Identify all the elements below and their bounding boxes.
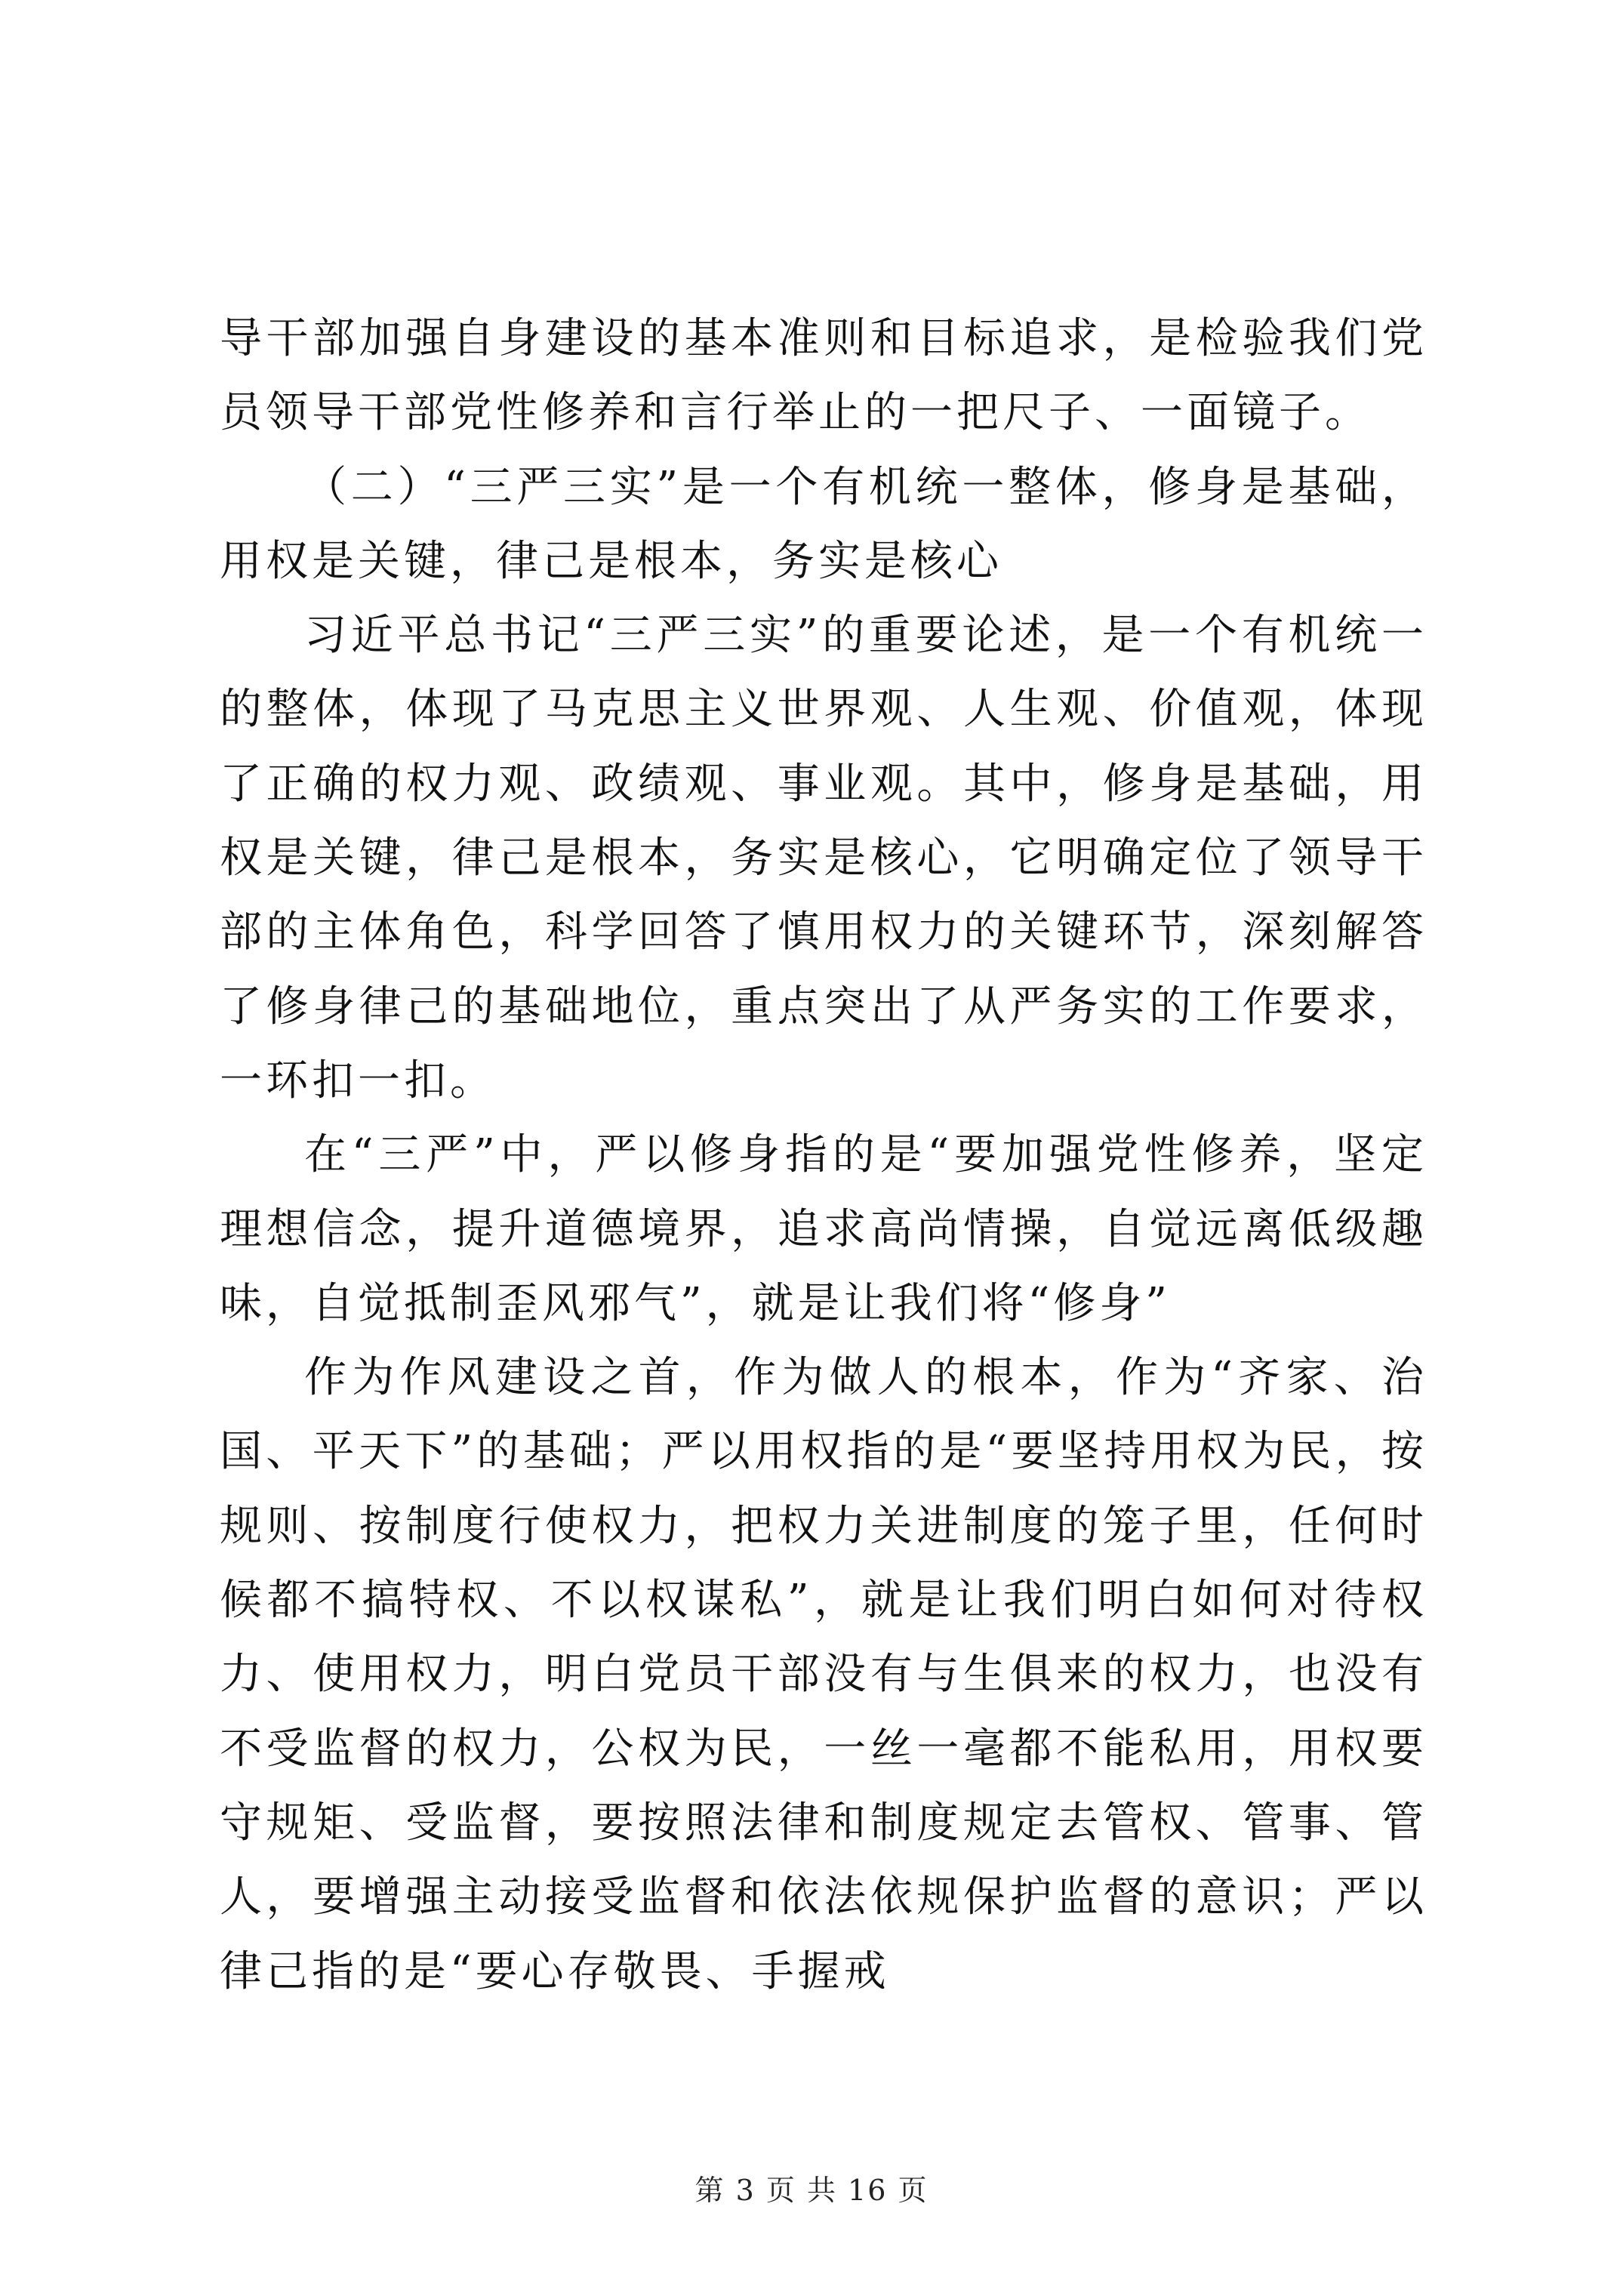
section-heading: （二）“三严三实”是一个有机统一整体，修身是基础，用权是关键，律己是根本，务实是核心 bbox=[220, 462, 1427, 586]
paragraph: 在“三严”中，严以修身指的是“要加强党性修养，坚定理想信念，提升道德境界，追求高尚情操，自觉远离低级趣味，自觉抵制歪风邪气”，就是让我们将“修身” bbox=[220, 1130, 1427, 1328]
page-footer: 第 3 页 共 16 页 bbox=[694, 2174, 929, 2207]
document-body bbox=[220, 302, 1427, 2009]
paragraph: 习近平总书记“三严三实”的重要论述，是一个有机统一的整体，体现了马克思主义世界观、人生观、价值观，体现了正确的权力观、政绩观、事业观。其中，修身是基础，用权是关键，律己是根本，务实是核心，它明确定位了领导干部的主体角色，科学回答了慎用权力的关键环节，深刻解答了修身律己的基础地位，重点突出了从严务实的工作要求，一环扣一扣。 bbox=[220, 611, 1427, 1105]
paragraph: 作为作风建设之首，作为做人的根本，作为“齐家、治国、平天下”的基础；严以用权指的是“要坚持用权为民，按规则、按制度行使权力，把权力关进制度的笼子里，任何时候都不搞特权、不以权谋私”，就是让我们明白如何对待权力、使用权力，明白党员干部没有与生俱来的权力，也没有不受监督的权力，公权为民，一丝一毫都不能私用，用权要守规矩、受监督，要按照法律和制度规定去管权、管事、管人，要增强主动接受监督和依法依规保护监督的意识；严以律己指的是“要心存敬畏、手握戒 bbox=[220, 1353, 1427, 1996]
paragraph: 导干部加强自身建设的基本准则和目标追求，是检验我们党员领导干部党性修养和言行举止的一把尺子、一面镜子。 bbox=[220, 314, 1427, 438]
